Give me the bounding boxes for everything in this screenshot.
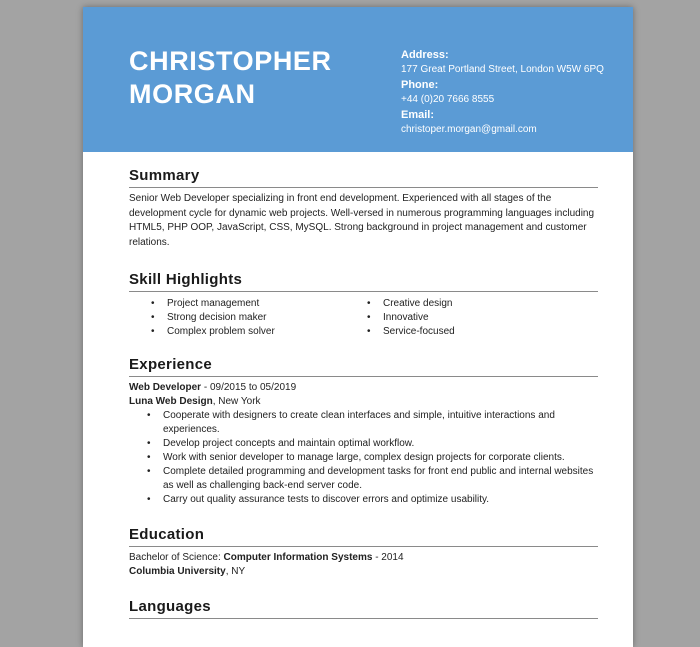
school-location: , NY [225, 566, 246, 577]
languages-section [129, 597, 598, 619]
education-section [129, 525, 598, 579]
duty-item: • Carry out quality assurance tests to discover errors and optimize usability. [163, 493, 598, 507]
skill-item: • Innovative [383, 311, 561, 325]
email-value: christoper.morgan@gmail.com [401, 123, 537, 135]
school-name: Columbia University [129, 566, 226, 577]
education-heading: Education [129, 525, 598, 547]
job-header [129, 381, 598, 409]
name-line-1: CHRISTOPHER [129, 46, 332, 76]
candidate-name [129, 45, 332, 111]
contact-block [401, 48, 626, 138]
email-label: Email: [401, 109, 435, 121]
skill-item: • Complex problem solver [167, 325, 345, 339]
address-label: Address: [401, 49, 449, 61]
duty-item: • Cooperate with designers to create clean interfaces and simple, intuitive interactions and experiences. [163, 409, 598, 437]
experience-heading: Experience [129, 355, 598, 377]
education-details [129, 551, 598, 579]
skills-right-column [345, 297, 561, 339]
languages-heading: Languages [129, 597, 598, 619]
job-role: Web Developer [129, 382, 202, 393]
degree-field: Computer Information Systems [223, 552, 373, 563]
job-duties [129, 409, 598, 507]
phone-label: Phone: [401, 79, 439, 91]
address-value: 177 Great Portland Street, London W5W 6PQ [401, 63, 604, 75]
skills-left-column [129, 297, 345, 339]
skill-item: • Strong decision maker [167, 311, 345, 325]
duty-item: • Develop project concepts and maintain optimal workflow. [163, 437, 598, 451]
job-company: Luna Web Design [129, 396, 213, 407]
skill-item: • Project management [167, 297, 345, 311]
skill-item: • Service-focused [383, 325, 561, 339]
degree-year: - 2014 [372, 552, 404, 563]
summary-heading: Summary [129, 166, 598, 188]
skills-section [129, 270, 598, 339]
job-dates: - 09/2015 to 05/2019 [201, 382, 297, 393]
resume-header [83, 7, 633, 152]
experience-section [129, 355, 598, 507]
job-location: , New York [212, 396, 261, 407]
skill-item: • Creative design [383, 297, 561, 311]
phone-value: +44 (0)20 7666 8555 [401, 93, 495, 105]
duty-item: • Work with senior developer to manage large, complex design projects for corporate clients. [163, 451, 598, 465]
skills-list [129, 297, 598, 339]
resume-page [83, 7, 633, 647]
name-line-2: MORGAN [129, 79, 256, 109]
duty-item: • Complete detailed programming and development tasks for front end public and internal websites as well as challenging back-end server code. [163, 465, 598, 493]
degree-prefix: Bachelor of Science: [129, 552, 224, 563]
summary-text: Senior Web Developer specializing in front end development. Experienced with all stages of the development cycle for dynamic web projects. Well-versed in numerous programming languages including HTML5, PHP OOP, JavaScript, CSS, MySQL. Strong background in project management and customer relations. [129, 193, 595, 248]
skills-heading: Skill Highlights [129, 270, 598, 292]
summary-section [129, 166, 598, 250]
